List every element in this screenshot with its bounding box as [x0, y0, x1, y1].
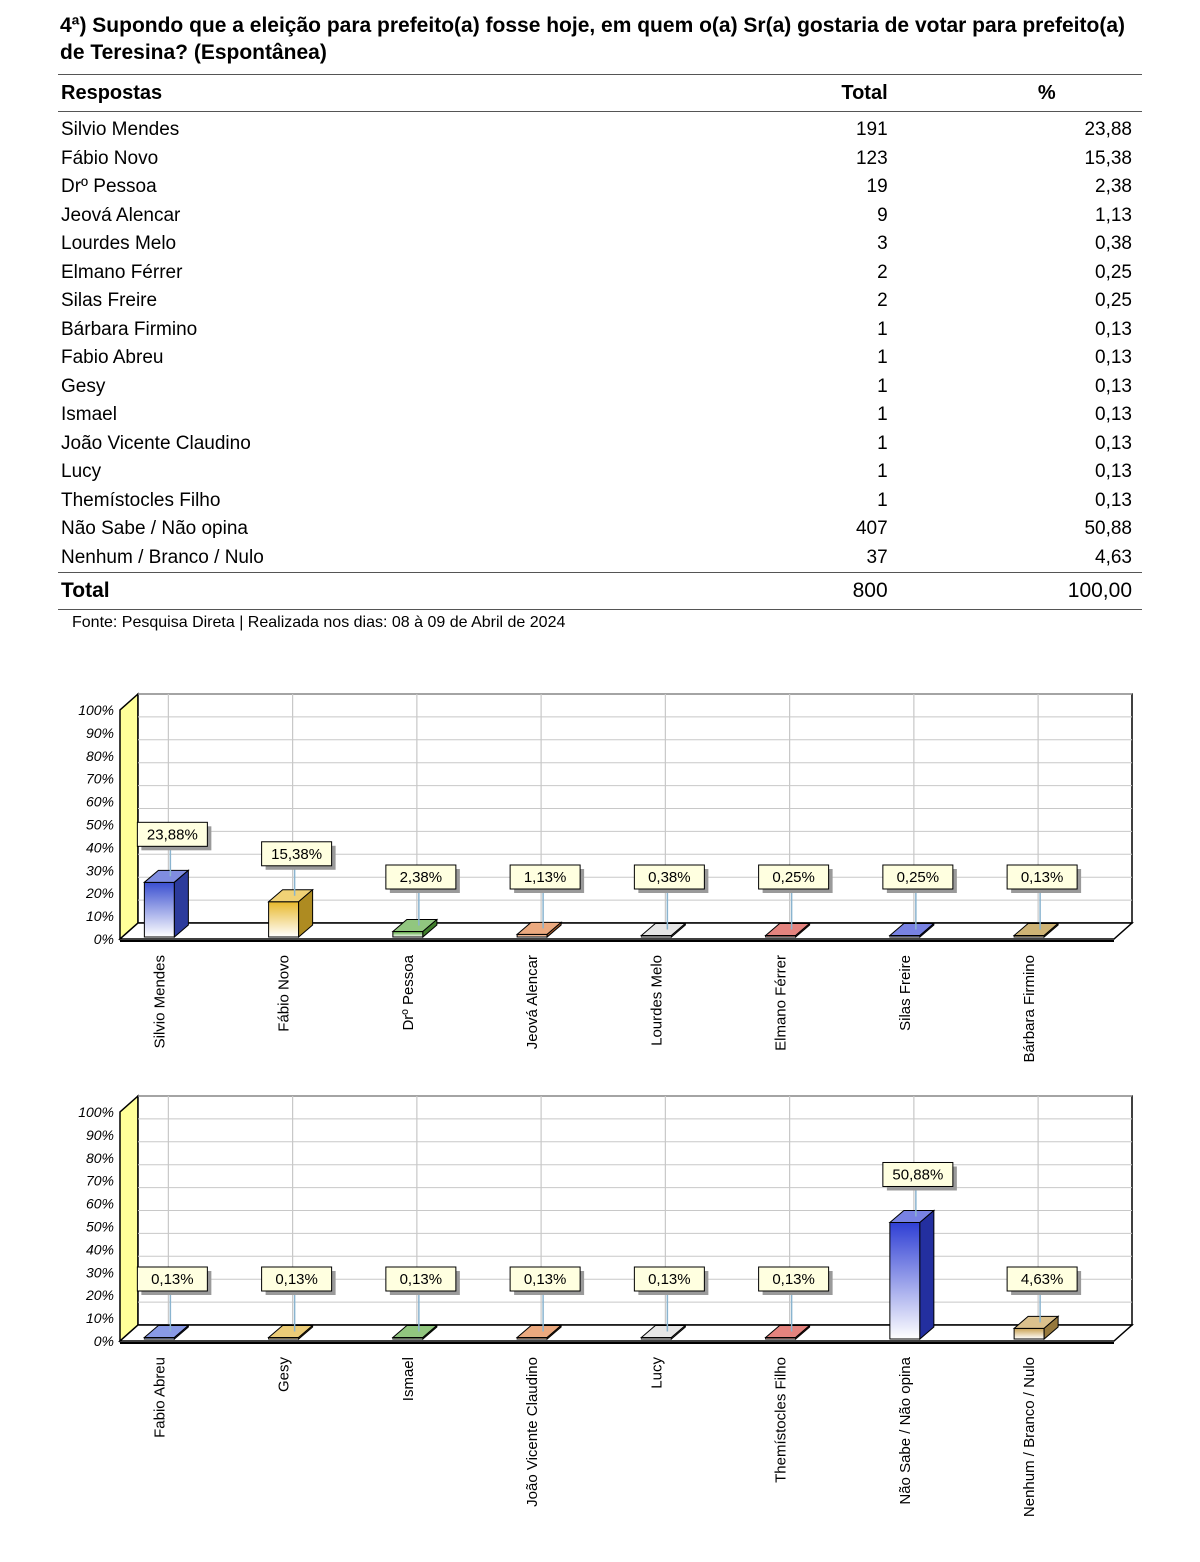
table-row [58, 259, 1142, 288]
x-category-label: Bárbara Firmino [1021, 955, 1039, 1063]
row-name: Themístocles Filho [61, 489, 221, 511]
table-row [58, 430, 1142, 459]
row-name: Gesy [61, 375, 106, 397]
total-label: Total [58, 573, 720, 610]
x-category-label: Fabio Abreu [151, 1357, 169, 1438]
x-category-label: Lourdes Melo [648, 955, 666, 1046]
row-name: Silvio Mendes [61, 119, 180, 141]
table-row [58, 112, 1142, 145]
y-tick-label: 10% [85, 908, 114, 925]
row-total: 407 [855, 518, 888, 540]
table-row [58, 458, 1142, 487]
y-tick-label: 60% [85, 793, 114, 810]
row-percent: 0,13 [1095, 432, 1132, 454]
row-total: 1 [877, 489, 888, 511]
row-percent: 0,13 [1095, 489, 1132, 511]
row-name: Jeová Alencar [61, 204, 181, 226]
x-category-label: Ismael [399, 1357, 417, 1402]
y-tick-label: 90% [85, 1126, 114, 1143]
bar-value-label: 0,13% [523, 1271, 567, 1288]
y-tick-label: 20% [85, 1287, 114, 1304]
y-tick-label: 40% [85, 839, 114, 856]
table-row [58, 316, 1142, 345]
table-row [58, 287, 1142, 316]
bar-value-label: 0,13% [772, 1271, 815, 1288]
left-wall [120, 694, 138, 939]
bar-value-label: 1,13% [523, 869, 567, 886]
bar-value-label: 50,88% [892, 1166, 944, 1184]
bar [890, 1222, 920, 1339]
table-row [58, 202, 1142, 231]
row-percent: 4,63 [1095, 546, 1132, 568]
row-percent: 0,25 [1095, 261, 1132, 283]
y-tick-label: 80% [85, 747, 114, 764]
y-tick-label: 10% [85, 1310, 114, 1327]
row-name: Bárbara Firmino [61, 318, 198, 340]
bar-chart-2 [0, 1082, 1200, 1562]
row-percent: 0,13 [1095, 461, 1132, 483]
table-row [58, 230, 1142, 259]
x-category-label: Elmano Férrer [772, 955, 790, 1051]
y-tick-label: 30% [85, 1264, 114, 1281]
table-total-row [58, 573, 1142, 610]
source-note: Fonte: Pesquisa Direta | Realizada nos dias: 08 à 09 de Abril de 2024 [72, 614, 566, 631]
y-tick-label: 70% [85, 1172, 114, 1189]
row-percent: 15,38 [1084, 147, 1132, 169]
x-category-label: João Vicente Claudino [524, 1357, 542, 1507]
x-category-label: Não Sabe / Não opina [896, 1357, 914, 1505]
row-total: 1 [877, 432, 888, 454]
bar-value-label: 0,38% [648, 869, 691, 886]
row-total: 1 [877, 375, 888, 397]
row-total: 3 [877, 233, 888, 255]
header-percent: % [892, 75, 1142, 112]
x-category-label: Silvio Mendes [151, 955, 169, 1049]
x-category-label: Lucy [648, 1357, 666, 1389]
table-row [58, 401, 1142, 430]
row-percent: 0,13 [1095, 404, 1132, 426]
y-tick-label: 50% [85, 1218, 114, 1235]
row-name: Ismael [61, 404, 117, 426]
bar-value-label: 0,25% [896, 869, 940, 886]
y-tick-label: 100% [78, 702, 114, 718]
row-name: Lourdes Melo [61, 233, 177, 255]
header-total: Total [720, 75, 892, 112]
y-tick-label: 30% [85, 862, 114, 879]
y-tick-label: 0% [93, 1333, 114, 1349]
row-total: 2 [877, 290, 888, 312]
row-total: 1 [877, 318, 888, 340]
bar-value-label: 0,13% [399, 1271, 443, 1288]
total-count: 800 [720, 573, 892, 610]
y-tick-label: 70% [85, 770, 114, 787]
y-tick-label: 90% [85, 724, 114, 741]
results-table [58, 74, 1142, 610]
table-row [58, 344, 1142, 373]
row-percent: 23,88 [1084, 119, 1132, 141]
y-tick-label: 100% [78, 1104, 114, 1120]
row-total: 2 [877, 261, 888, 283]
y-tick-label: 20% [85, 885, 114, 902]
row-name: Lucy [61, 461, 102, 483]
bar-value-label: 0,13% [151, 1271, 194, 1288]
left-wall [120, 1096, 138, 1341]
table-row [58, 173, 1142, 202]
bar [144, 882, 174, 937]
x-category-label: Drº Pessoa [399, 955, 417, 1031]
y-tick-label: 40% [85, 1241, 114, 1258]
row-total: 1 [877, 461, 888, 483]
row-name: Fabio Abreu [61, 347, 164, 369]
bar-value-label: 2,38% [399, 869, 443, 886]
row-name: Elmano Férrer [61, 261, 183, 283]
bar [393, 932, 423, 937]
row-percent: 0,13 [1095, 318, 1132, 340]
bar-value-label: 0,13% [275, 1271, 318, 1288]
bar [1014, 1328, 1044, 1339]
row-total: 123 [855, 147, 888, 169]
table-row [58, 145, 1142, 174]
bar-chart-1 [0, 680, 1200, 1080]
row-percent: 1,13 [1095, 204, 1132, 226]
row-name: João Vicente Claudino [61, 432, 251, 454]
bar-value-label: 0,25% [772, 869, 815, 886]
bar-side [920, 1210, 934, 1339]
total-percent: 100,00 [892, 573, 1142, 610]
bar-value-label: 4,63% [1020, 1271, 1064, 1288]
x-category-label: Nenhum / Branco / Nulo [1021, 1357, 1039, 1518]
bar-value-label: 0,13% [648, 1271, 691, 1288]
table-row [58, 373, 1142, 402]
x-category-label: Themístocles Filho [772, 1357, 790, 1483]
row-total: 191 [855, 119, 888, 141]
bar [269, 902, 299, 937]
row-percent: 0,13 [1095, 375, 1132, 397]
row-total: 9 [877, 204, 888, 226]
row-percent: 0,38 [1095, 233, 1132, 255]
x-category-label: Fábio Novo [275, 955, 293, 1032]
table-row [58, 515, 1142, 544]
x-category-label: Jeová Alencar [524, 955, 542, 1050]
row-name: Nenhum / Branco / Nulo [61, 546, 264, 568]
table-header-row [58, 75, 1142, 112]
table-row [58, 544, 1142, 573]
y-tick-label: 80% [85, 1149, 114, 1166]
row-percent: 0,25 [1095, 290, 1132, 312]
row-name: Silas Freire [61, 290, 158, 312]
x-category-label: Silas Freire [896, 955, 914, 1031]
row-total: 1 [877, 347, 888, 369]
row-percent: 0,13 [1095, 347, 1132, 369]
row-percent: 50,88 [1084, 518, 1132, 540]
y-tick-label: 60% [85, 1195, 114, 1212]
question-title: 4ª) Supondo que a eleição para prefeito(a) fosse hoje, em quem o(a) Sr(a) gostaria de votar para prefeito(a) de Teresina? (Espontânea) [60, 14, 1126, 64]
row-total: 19 [866, 176, 888, 198]
bar-value-label: 0,13% [1020, 869, 1064, 886]
row-name: Não Sabe / Não opina [61, 518, 248, 540]
table-row [58, 487, 1142, 516]
row-name: Fábio Novo [61, 147, 159, 169]
y-tick-label: 50% [85, 816, 114, 833]
row-name: Drº Pessoa [61, 176, 157, 198]
bar-value-label: 23,88% [146, 826, 198, 844]
row-total: 37 [866, 546, 888, 568]
header-respostas: Respostas [58, 75, 720, 112]
x-category-label: Gesy [275, 1357, 293, 1393]
y-tick-label: 0% [93, 931, 114, 947]
row-total: 1 [877, 404, 888, 426]
bar-value-label: 15,38% [271, 845, 323, 863]
bar-side [174, 870, 188, 937]
row-percent: 2,38 [1095, 176, 1132, 198]
